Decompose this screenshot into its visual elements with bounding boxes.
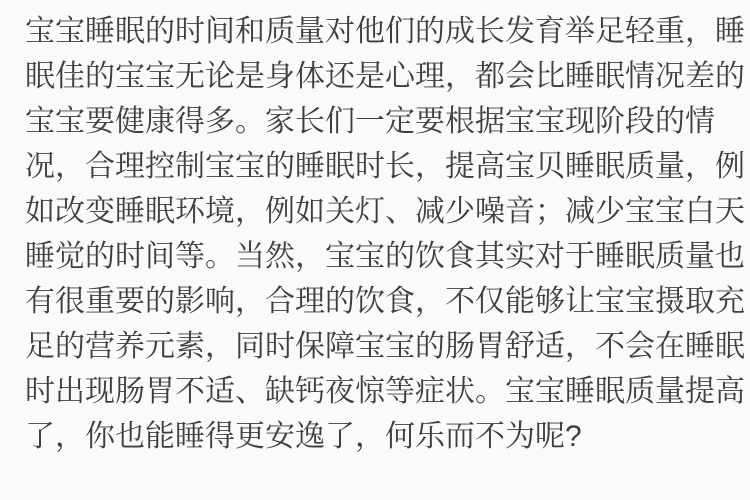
- paragraph-line: 况，合理控制宝宝的睡眠时长，提高宝贝睡眠质量，例: [25, 150, 745, 183]
- paragraph-line: 如改变睡眠环境，例如关灯、减少噪音；减少宝宝白天: [25, 195, 745, 228]
- paragraph-line: 足的营养元素，同时保障宝宝的肠胃舒适，不会在睡眠: [25, 330, 745, 363]
- paragraph-line: 睡觉的时间等。当然，宝宝的饮食其实对于睡眠质量也: [25, 240, 745, 273]
- paragraph-line: 了，你也能睡得更安逸了，何乐而不为呢?: [25, 420, 582, 453]
- paragraph-line: 眠佳的宝宝无论是身体还是心理，都会比睡眠情况差的: [25, 60, 745, 93]
- paragraph-line: 有很重要的影响，合理的饮食，不仅能够让宝宝摄取充: [25, 285, 745, 318]
- paragraph-line: 宝宝要健康得多。家长们一定要根据宝宝现阶段的情: [25, 105, 715, 138]
- paragraph-line: 时出现肠胃不适、缺钙夜惊等症状。宝宝睡眠质量提高: [25, 375, 745, 408]
- paragraph-line: 宝宝睡眠的时间和质量对他们的成长发育举足轻重，睡: [25, 15, 745, 48]
